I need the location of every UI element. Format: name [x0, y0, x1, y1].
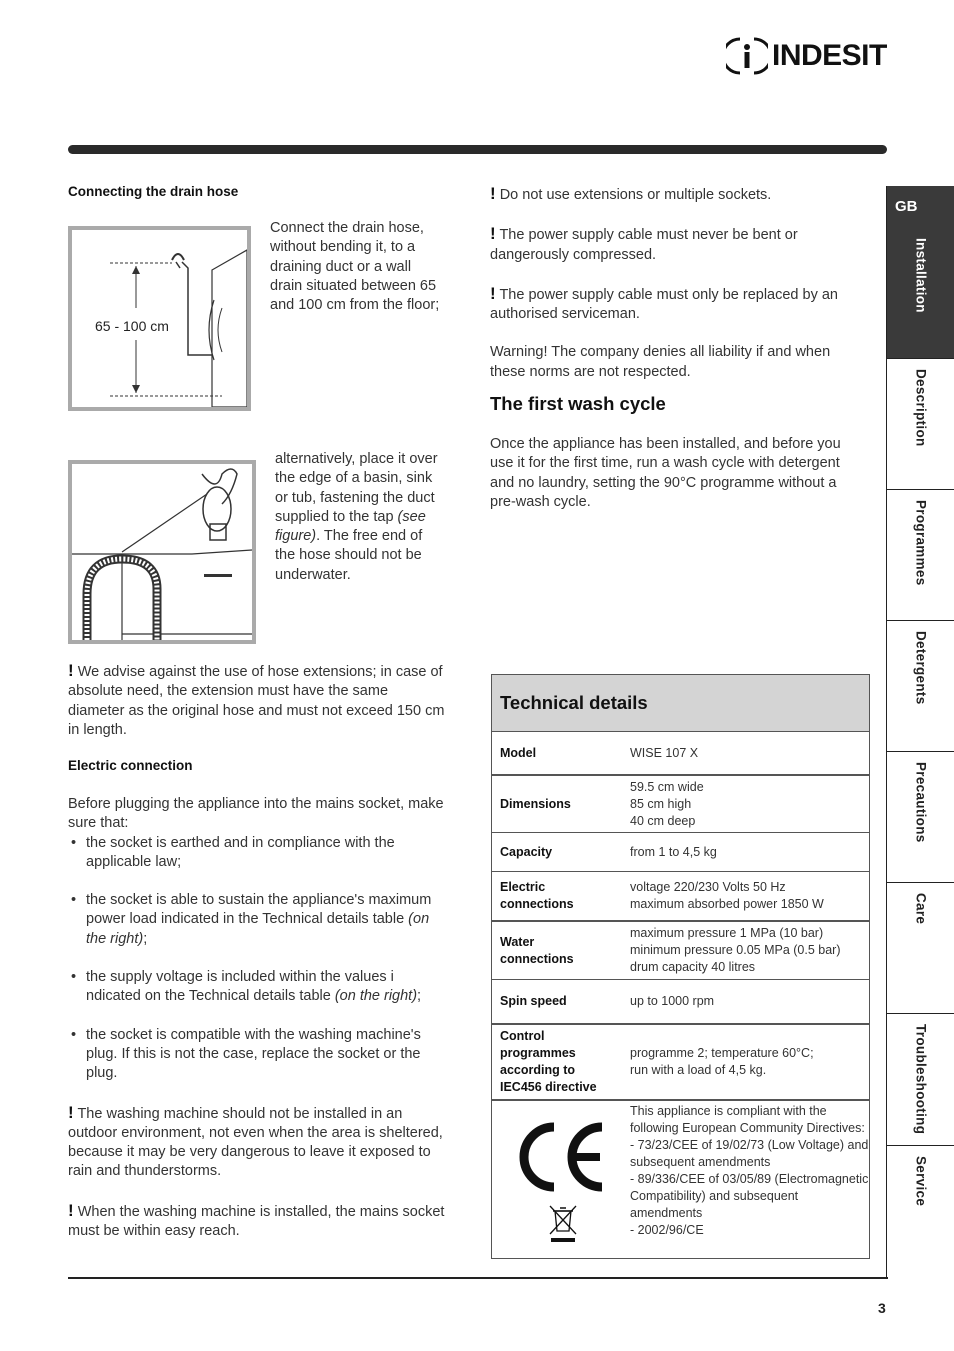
electric-checklist — [68, 834, 446, 1084]
checklist-item: • the supply voltage is included within the values i ndicated on the Technical details table (on the right); — [68, 968, 446, 1007]
brand-name: INDESIT — [772, 39, 887, 72]
spec-key: Spin speed — [500, 994, 567, 1008]
ce-mark-icon — [514, 1119, 609, 1195]
electric-connection-heading: Electric connection — [68, 758, 193, 773]
table-row — [492, 775, 869, 833]
technical-details-table — [491, 674, 870, 1259]
checklist-item: • the socket is compatible with the washing machine's plug. If this is not the case, replace the socket or the plug. — [68, 1026, 446, 1084]
checklist-item: • the socket is earthed and in compliance with the applicable law; — [68, 834, 446, 873]
sidebar-item-description[interactable]: Description — [887, 359, 954, 490]
spec-value: from 1 to 4,5 kg — [630, 844, 717, 859]
basin-hose-text: alternatively, place it over the edge of a basin, sink or tub, fastening the duct supplied to the tap (see figure). The free end of the hose should not be underwater. — [275, 451, 438, 583]
sidebar-item-installation[interactable]: Installation — [887, 228, 954, 359]
spec-key: Model — [500, 745, 537, 760]
header-bar — [68, 145, 887, 154]
basin-hose-figure — [68, 460, 256, 644]
spec-key: Capacity — [500, 844, 553, 859]
drain-height-figure — [68, 226, 251, 411]
height-range-label: 65 - 100 cm — [95, 318, 169, 334]
table-row — [492, 732, 869, 775]
power-notes — [490, 184, 868, 401]
hose-extension-note: ! We advise against the use of hose extensions; in case of absolute need, the extension must have the same diameter as the original hose and must not exceed 150 cm in length. — [68, 661, 445, 738]
spec-value: up to 1000 rpm — [630, 994, 715, 1008]
outdoor-note: ! The washing machine should not be installed in an outdoor environment, not even when the area is sheltered, because it may be very dangerous to leave it exposed to rain and thunderstorms. — [68, 1102, 443, 1180]
drain-hose-text: Connect the drain hose, without bending it, to a draining duct or a wall drain situated between 65 and 100 cm from the floor; — [270, 220, 440, 314]
spec-key: Dimensions — [500, 796, 571, 811]
checklist-item: • the socket is able to sustain the appliance's maximum power load indicated in the Technical details table (on the right); — [68, 891, 446, 949]
socket-reach-note: ! When the washing machine is installed, the mains socket must be within easy reach. — [68, 1200, 445, 1240]
cable-bend-note: ! The power supply cable must never be bent or dangerously compressed. — [490, 224, 798, 263]
compliance-row — [492, 1100, 869, 1258]
spec-key: Water connections — [500, 934, 574, 966]
first-wash-heading: The first wash cycle — [490, 393, 666, 414]
sidebar-item-precautions[interactable]: Precautions — [887, 752, 954, 883]
table-row — [492, 980, 869, 1024]
electric-connection-body — [68, 795, 446, 1260]
sidebar-item-service[interactable]: Service — [913, 1156, 929, 1207]
ce-marks — [492, 1101, 630, 1258]
cable-replace-note: ! The power supply cable must only be replaced by an authorised serviceman. — [490, 283, 838, 323]
sidebar-item-detergents[interactable]: Detergents — [887, 621, 954, 752]
section-sidebar — [886, 186, 954, 1278]
spec-value: 59.5 cm wide 85 cm high 40 cm deep — [630, 779, 704, 828]
table-row — [492, 872, 869, 921]
spec-value: voltage 220/230 Volts 50 Hz maximum absorbed power 1850 W — [630, 880, 824, 911]
footer-rule — [68, 1277, 888, 1279]
sidebar-item-care[interactable]: Care — [887, 883, 954, 1014]
basin-hose-illustration — [72, 464, 252, 640]
table-row — [492, 921, 869, 980]
sidebar-item-troubleshooting[interactable]: Troubleshooting — [887, 1014, 954, 1146]
electric-intro: Before plugging the appliance into the mains socket, make sure that: — [68, 796, 444, 832]
first-wash-text: Once the appliance has been installed, and before you use it for the first time, run a wash cycle with detergent and no laundry, setting the 90°C programme without a pre-wash cycle. — [490, 436, 841, 510]
ce-compliance-text: This appliance is compliant with the following European Community Directives: - 73/23/CEE of 19/02/73 (Low Voltage) and subsequent amendments - 89/336/CEE of 03/05/89 (Electromagnetic Compatibility) and subsequent amendments - 2002/96/CE — [630, 1104, 869, 1237]
spec-key: Control programmes according to IEC456 directive — [500, 1029, 597, 1094]
extension-note: ! Do not use extensions or multiple sockets. — [490, 184, 772, 203]
table-row — [492, 1024, 869, 1100]
liability-warning: Warning! The company denies all liability if and when these norms are not respected. — [490, 344, 831, 380]
language-tab[interactable]: GB — [887, 186, 954, 228]
indesit-logo — [726, 36, 888, 76]
spec-value: maximum pressure 1 MPa (10 bar) minimum pressure 0.05 MPa (0.5 bar) drum capacity 40 litres — [630, 926, 841, 974]
page-number: 3 — [878, 1300, 886, 1316]
weee-bin-icon — [547, 1203, 579, 1243]
technical-details-title: Technical details — [492, 675, 869, 732]
spec-value: WISE 107 X — [630, 745, 699, 760]
drain-hose-heading: Connecting the drain hose — [68, 184, 239, 199]
spec-key: Electric connections — [500, 880, 574, 911]
indesit-logo-mark — [726, 36, 768, 76]
spec-value: programme 2; temperature 60°C; run with a load of 4,5 kg. — [630, 1046, 814, 1077]
table-row — [492, 833, 869, 872]
sidebar-item-programmes[interactable]: Programmes — [887, 490, 954, 621]
